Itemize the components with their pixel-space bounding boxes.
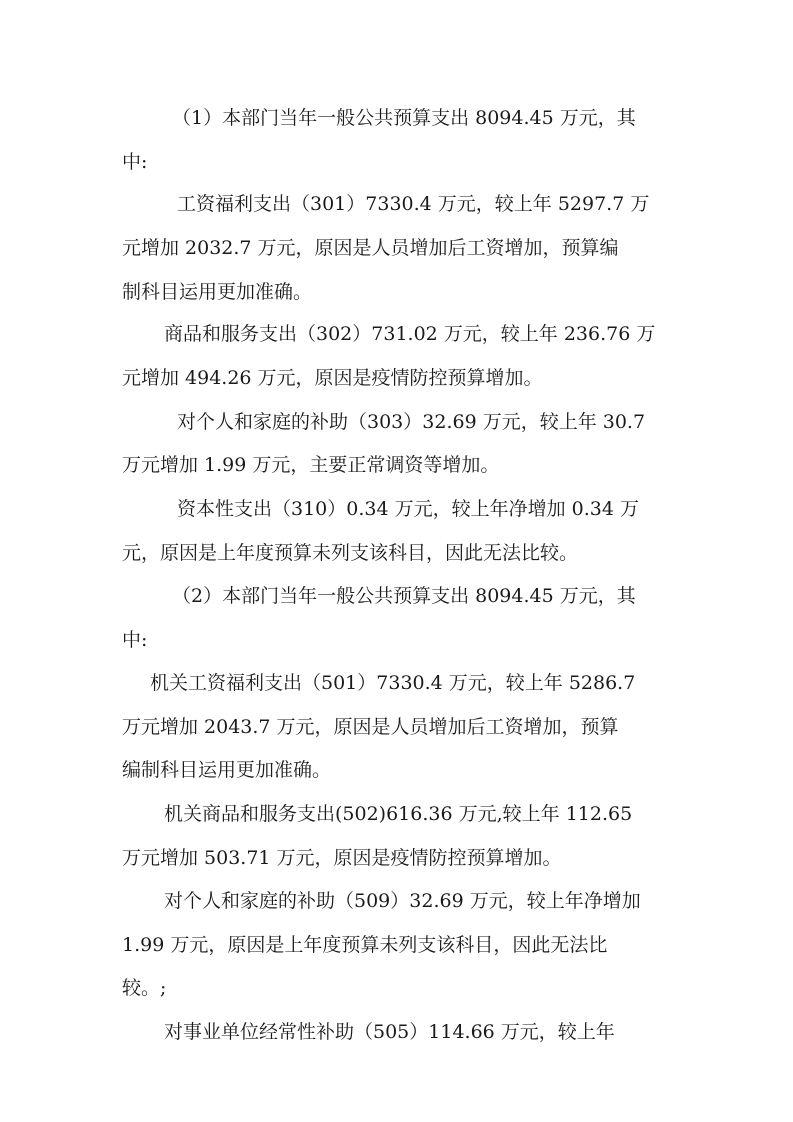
text-line: 制科目运用更加准确。: [122, 281, 313, 303]
text-line: 元，原因是上年度预算未列支该科目，因此无法比较。: [122, 542, 579, 564]
text-line: 对个人和家庭的补助（509）32.69 万元，较上年净增加: [164, 890, 641, 912]
text-line: 机关商品和服务支出(502)616.36 万元,较上年 112.65: [164, 803, 633, 825]
text-line: 对事业单位经常性补助（505）114.66 万元，较上年: [164, 1021, 615, 1043]
text-line: 万元增加 1.99 万元，主要正常调资等增加。: [122, 454, 500, 476]
text-line: 1.99 万元，原因是上年度预算未列支该科目，因此无法比: [122, 934, 608, 956]
text-line: 机关工资福利支出（501）7330.4 万元，较上年 5286.7: [150, 672, 636, 694]
text-line: 商品和服务支出（302）731.02 万元，较上年 236.76 万: [164, 323, 656, 345]
text-line: 中:: [122, 151, 148, 173]
text-line: （1）本部门当年一般公共预算支出 8094.45 万元，其: [172, 107, 636, 129]
text-line: 对个人和家庭的补助（303）32.69 万元，较上年 30.7: [177, 411, 646, 433]
text-line: 元增加 494.26 万元，原因是疫情防控预算增加。: [122, 367, 543, 389]
text-line: 编制科目运用更加准确。: [122, 759, 332, 781]
text-line: 较。;: [122, 977, 167, 999]
text-line: 万元增加 2043.7 万元，原因是人员增加后工资增加，预算: [122, 716, 619, 738]
text-line: 万元增加 503.71 万元，原因是疫情防控预算增加。: [122, 847, 562, 869]
text-line: 资本性支出（310）0.34 万元，较上年净增加 0.34 万: [177, 498, 639, 520]
text-line: 元增加 2032.7 万元，原因是人员增加后工资增加，预算编: [122, 237, 619, 259]
text-line: 工资福利支出（301）7330.4 万元，较上年 5297.7 万: [177, 193, 650, 215]
text-line: 中:: [122, 629, 148, 651]
text-line: （2）本部门当年一般公共预算支出 8094.45 万元，其: [172, 585, 636, 607]
